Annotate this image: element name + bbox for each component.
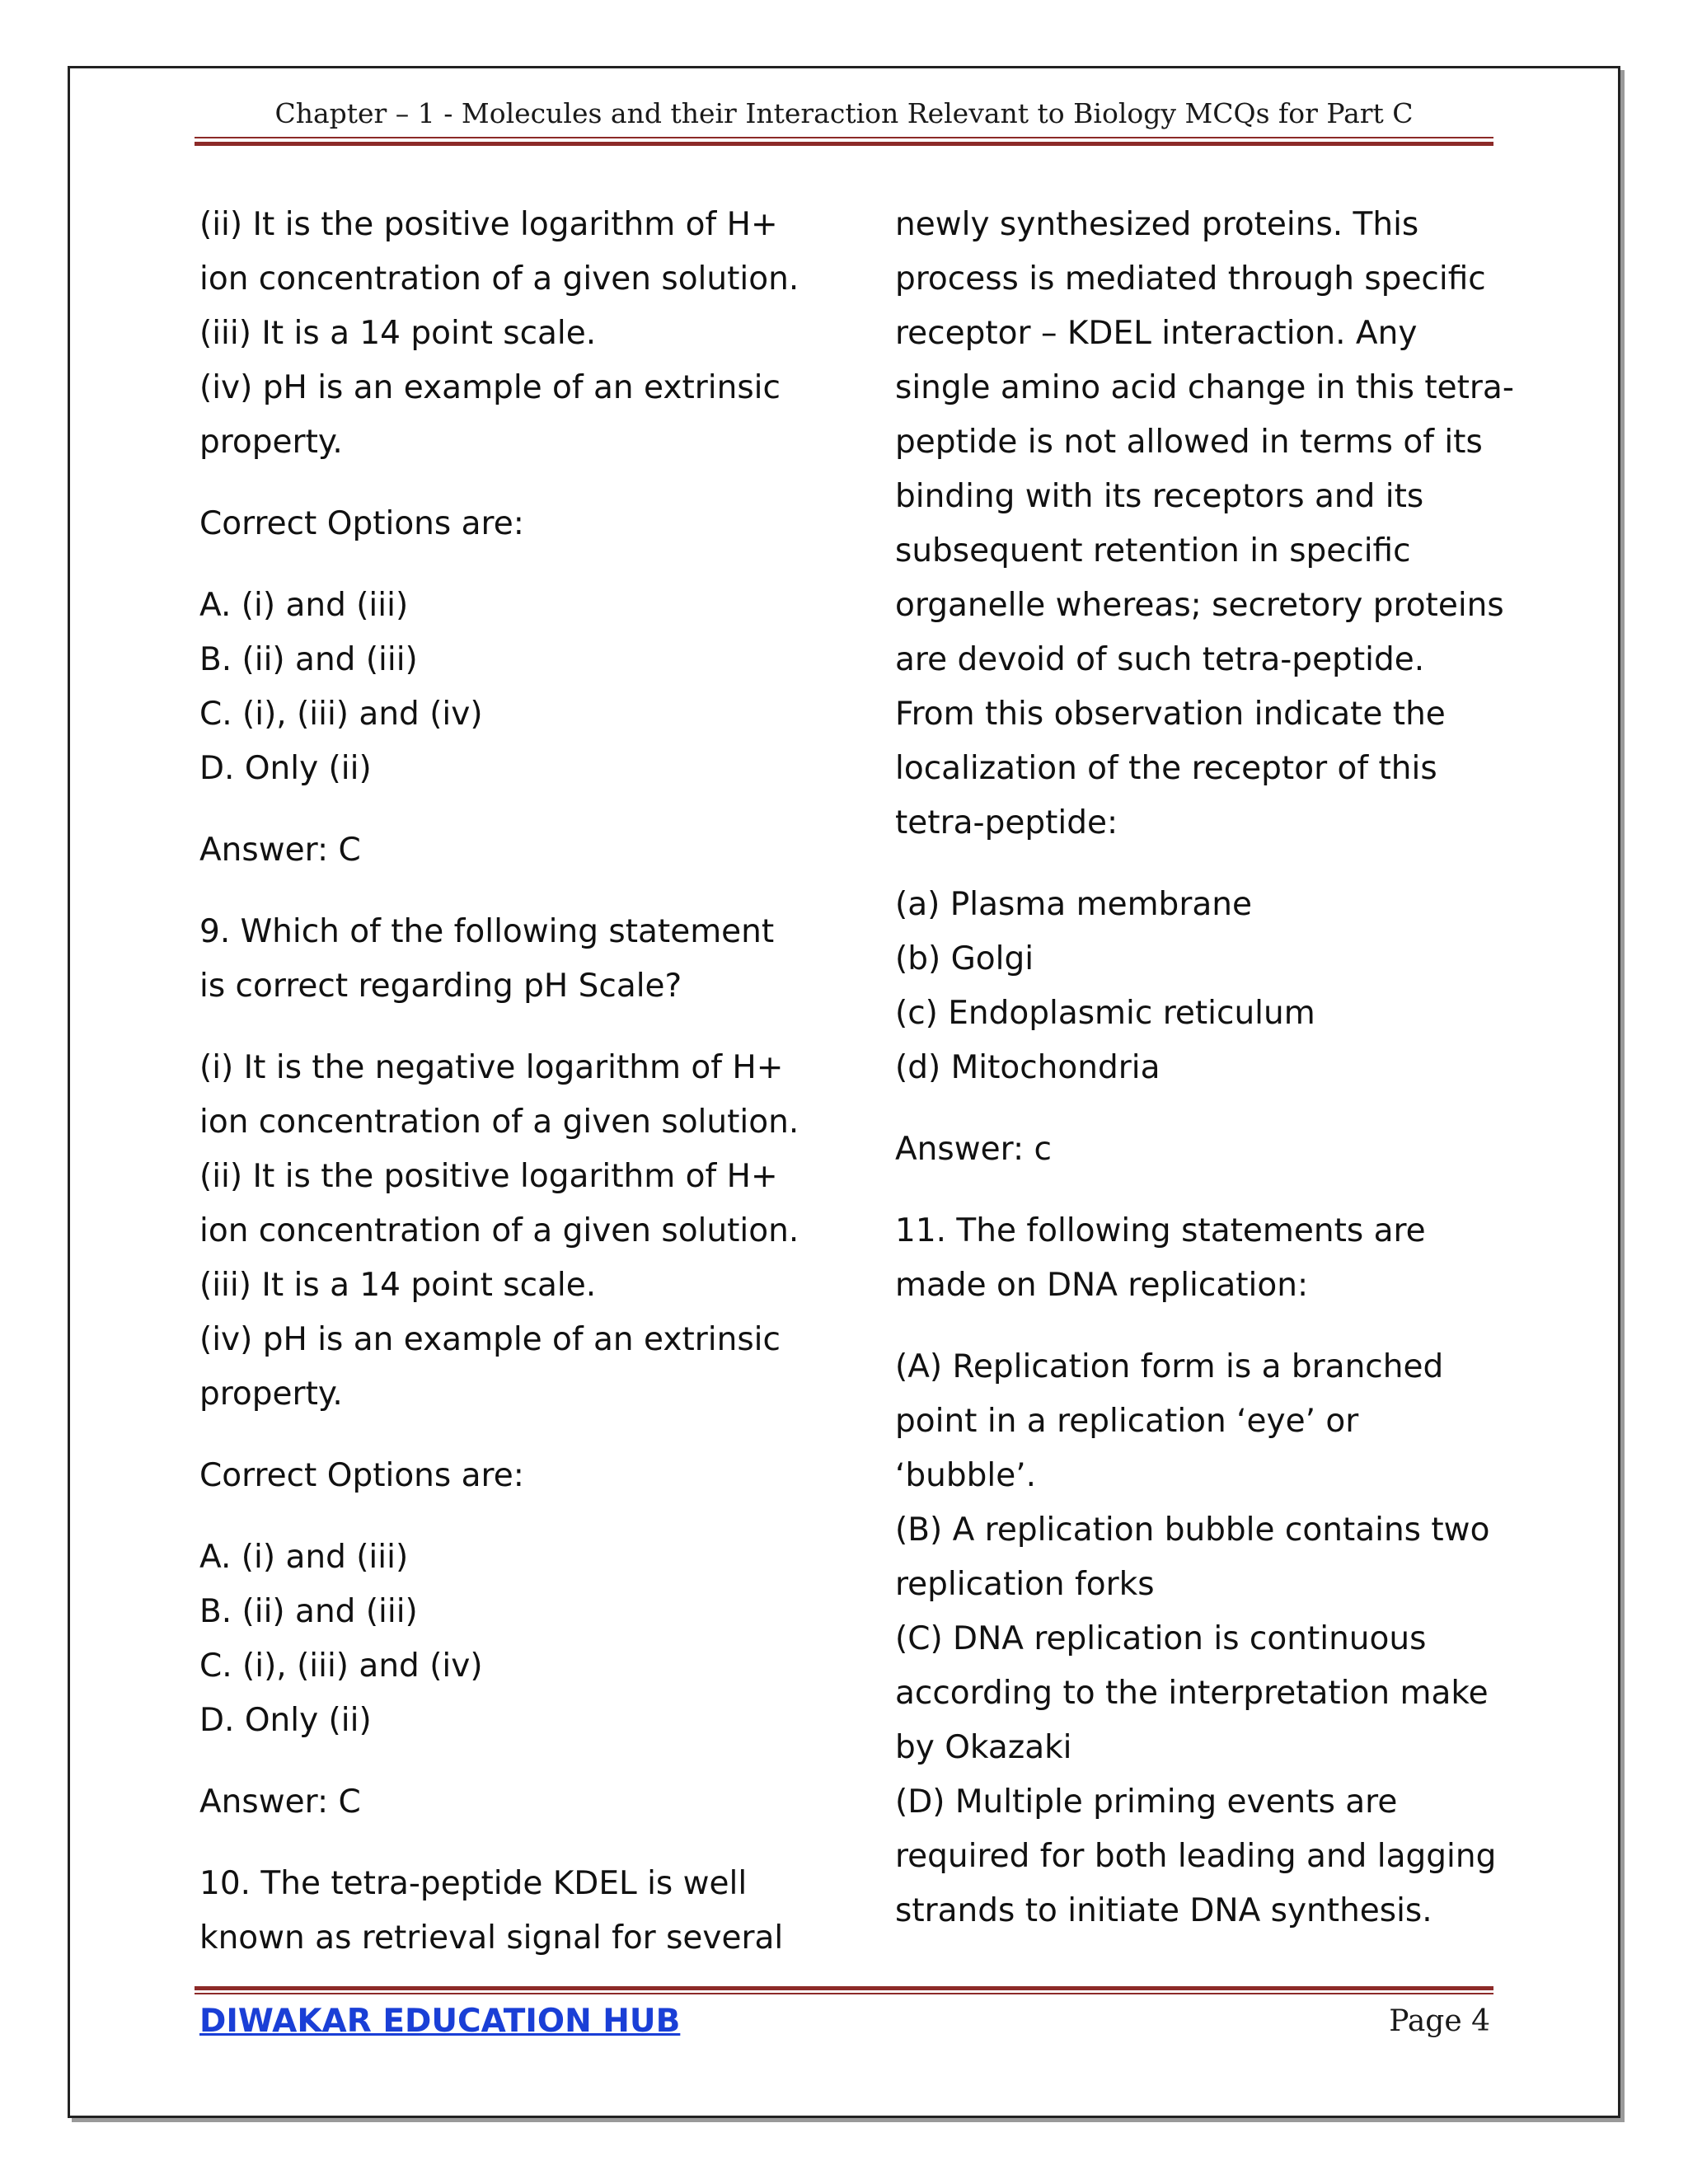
text-line: (iii) It is a 14 point scale. <box>199 1267 597 1304</box>
q11-statements <box>895 1340 1522 1938</box>
option-item: B. (ii) and (iii) <box>199 1593 418 1630</box>
text-line: (iv) pH is an example of an extrinsic <box>199 1321 781 1358</box>
answer-text: Answer: C <box>199 1783 361 1821</box>
question-line: 11. The following statements are <box>895 1212 1426 1249</box>
page-header-title: Chapter – 1 - Molecules and their Interaction Relevant to Biology MCQs for Part C <box>274 97 1414 129</box>
q9-options <box>199 1530 826 1748</box>
question-line: binding with its receptors and its <box>895 478 1424 515</box>
right-column <box>895 198 1522 1938</box>
question-line: process is mediated through specific <box>895 260 1486 298</box>
correct-options-label: Correct Options are: <box>199 1457 524 1494</box>
footer-brand-link[interactable]: DIWAKAR EDUCATION HUB <box>199 2003 681 2040</box>
q8-options <box>199 579 826 796</box>
answer-text: Answer: C <box>199 832 361 869</box>
text-line: strands to initiate DNA synthesis. <box>895 1892 1432 1929</box>
question-line: are devoid of such tetra-peptide. <box>895 641 1425 678</box>
text-line: (A) Replication form is a branched <box>895 1348 1444 1385</box>
text-line: ‘bubble’. <box>895 1457 1037 1494</box>
question-line: localization of the receptor of this <box>895 750 1437 787</box>
question-line: newly synthesized proteins. This <box>895 206 1419 243</box>
q9-statements <box>199 1041 826 1422</box>
option-item: (d) Mitochondria <box>895 1049 1160 1086</box>
answer-text: Answer: c <box>895 1131 1052 1168</box>
question-line: single amino acid change in this tetra- <box>895 369 1514 406</box>
question-line: receptor – KDEL interaction. Any <box>895 315 1418 352</box>
text-line: ion concentration of a given solution. <box>199 1104 799 1141</box>
question-line: 9. Which of the following statement <box>199 913 775 950</box>
option-item: D. Only (ii) <box>199 1702 372 1739</box>
text-line: (D) Multiple priming events are <box>895 1783 1398 1821</box>
q8-statements-continued <box>199 198 826 470</box>
text-line: ion concentration of a given solution. <box>199 1212 799 1249</box>
footer-rule-thick <box>195 1986 1493 1990</box>
question-line: From this observation indicate the <box>895 696 1446 733</box>
text-line: (iii) It is a 14 point scale. <box>199 315 597 352</box>
text-line: required for both leading and lagging <box>895 1838 1497 1875</box>
text-line: by Okazaki <box>895 1729 1072 1766</box>
question-line: is correct regarding pH Scale? <box>199 968 682 1005</box>
option-item: A. (i) and (iii) <box>199 587 409 624</box>
text-line: (C) DNA replication is continuous <box>895 1620 1427 1657</box>
question-line: 10. The tetra-peptide KDEL is well <box>199 1865 748 1902</box>
question-10-start <box>199 1857 826 1966</box>
option-item: (c) Endoplasmic reticulum <box>895 995 1315 1032</box>
question-line: known as retrieval signal for several <box>199 1919 784 1957</box>
text-line: according to the interpretation make <box>895 1675 1489 1712</box>
text-line: (iv) pH is an example of an extrinsic <box>199 369 781 406</box>
text-line: (ii) It is the positive logarithm of H+ <box>199 1158 778 1195</box>
text-line: (ii) It is the positive logarithm of H+ <box>199 206 778 243</box>
option-item: C. (i), (iii) and (iv) <box>199 1647 483 1685</box>
text-line: property. <box>199 424 343 461</box>
page-number: Page 4 <box>1389 2004 1490 2038</box>
question-line: subsequent retention in specific <box>895 532 1411 569</box>
q10-options <box>895 878 1522 1095</box>
option-item: (a) Plasma membrane <box>895 886 1252 923</box>
question-10-continued <box>895 198 1522 851</box>
option-item: (b) Golgi <box>895 940 1034 977</box>
question-line: peptide is not allowed in terms of its <box>895 424 1483 461</box>
question-11 <box>895 1204 1522 1313</box>
left-column <box>199 198 826 1966</box>
option-item: D. Only (ii) <box>199 750 372 787</box>
header-rule-thick <box>195 142 1493 146</box>
text-line: (i) It is the negative logarithm of H+ <box>199 1049 784 1086</box>
footer-rule-thin <box>195 1993 1493 1994</box>
text-line: (B) A replication bubble contains two <box>895 1511 1490 1549</box>
header-rule-thin <box>195 137 1493 138</box>
correct-options-label: Correct Options are: <box>199 505 524 542</box>
question-line: organelle whereas; secretory proteins <box>895 587 1504 624</box>
text-line: ion concentration of a given solution. <box>199 260 799 298</box>
text-line: point in a replication ‘eye’ or <box>895 1403 1359 1440</box>
option-item: B. (ii) and (iii) <box>199 641 418 678</box>
text-line: replication forks <box>895 1566 1155 1603</box>
option-item: A. (i) and (iii) <box>199 1539 409 1576</box>
question-line: made on DNA replication: <box>895 1267 1309 1304</box>
question-line: tetra-peptide: <box>895 804 1118 841</box>
option-item: C. (i), (iii) and (iv) <box>199 696 483 733</box>
question-9 <box>199 905 826 1014</box>
text-line: property. <box>199 1376 343 1413</box>
